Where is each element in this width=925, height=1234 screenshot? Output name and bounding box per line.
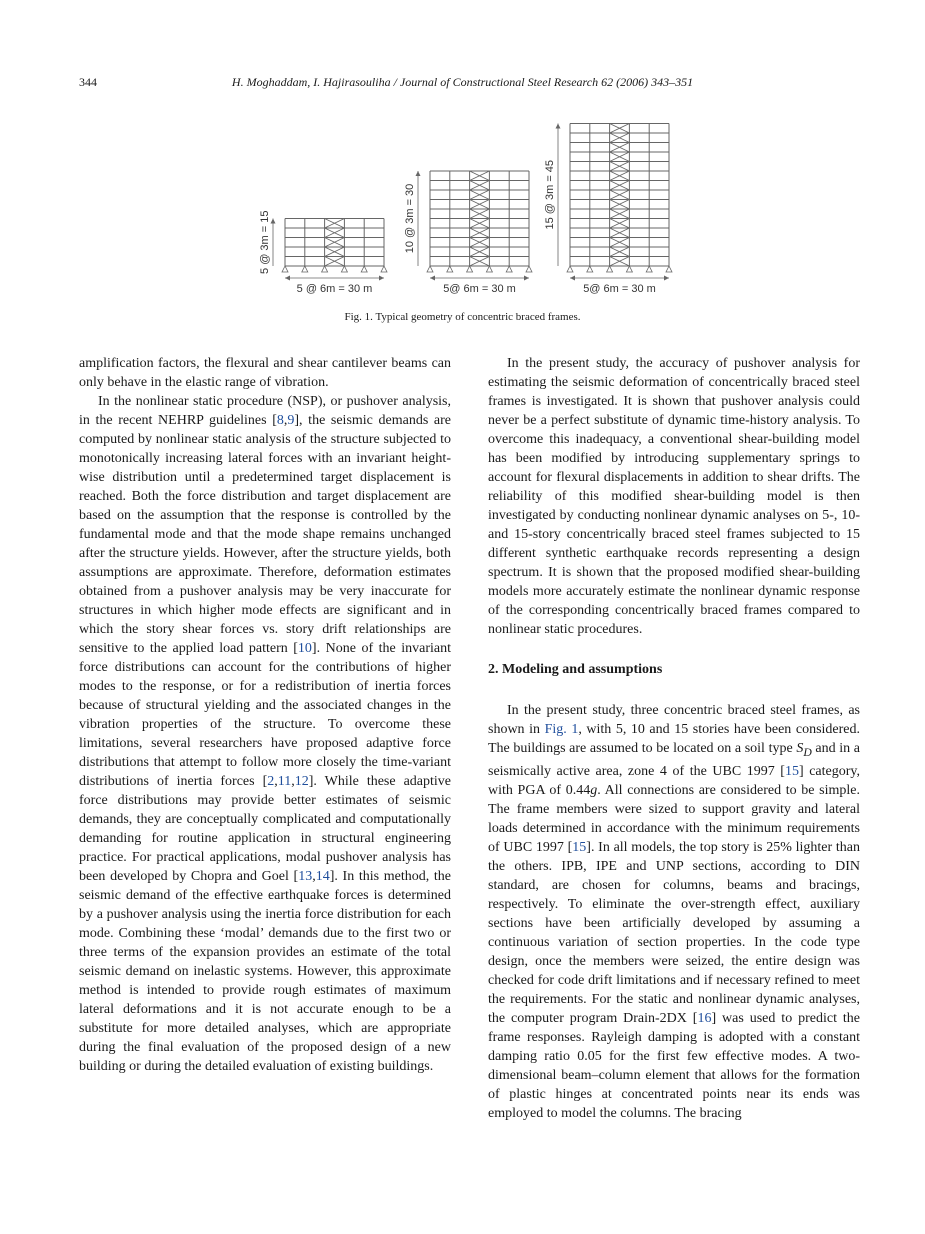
support-icon bbox=[381, 266, 387, 272]
height-label: 10 @ 3m = 30 bbox=[404, 183, 416, 254]
width-label: 5 @ 6m = 30 m bbox=[296, 283, 373, 295]
figure-link[interactable]: Fig. 1 bbox=[544, 722, 579, 737]
paragraph: In the present study, three concentric braced steel frames, as shown in Fig. 1, with 5, 10 and 15 stories have been considered. The buildings are assumed to be located on a soil type $S_D$ and in a seismically active area, zone 4 of the UBC 1997 [15] category, with PGA of 0.44g. All connections are considered to be simple. The frame members were sized to support gravity and lateral loads determined in accordance with the minimum requirements of UBC 1997 [15]. In all models, the top story is 25% lighter than the others. IPB, IPE and UNP sections, according to DIN standard, are chosen for columns, beams and bracings, respectively. To eliminate the over-strength effect, auxiliary sections have been artificially developed by assuming a continuous variation of section properties. In the code type design, once the members were seized, the entire design was checked for code drift limitations and if necessary refined to meet the requirements. For the static and nonlinear dynamic analyses, the computer program Drain-2DX [16] was used to predict the frame responses. Rayleigh damping is adopted with a constant damping ratio 0.05 for the first few effective modes. A two-dimensional beam–column element that allows for the formation of plastic hinges at concentrated points near its ends was employed to model the columns. The bracing bbox=[488, 703, 861, 1121]
support-icon bbox=[607, 266, 613, 272]
support-icon bbox=[282, 266, 288, 272]
citation-link[interactable]: 15 bbox=[572, 839, 587, 855]
support-icon bbox=[587, 266, 593, 272]
braced-frame bbox=[259, 211, 387, 295]
section-heading: 2. Modeling and assumptions bbox=[488, 662, 663, 677]
citation-link[interactable]: 13 bbox=[298, 869, 313, 884]
support-icon bbox=[467, 266, 473, 272]
citation-link[interactable]: 12 bbox=[294, 774, 309, 789]
support-icon bbox=[427, 266, 433, 272]
braced-frame bbox=[544, 124, 672, 296]
support-icon bbox=[626, 266, 632, 272]
arrow-icon bbox=[271, 219, 276, 224]
arrow-icon bbox=[416, 171, 421, 176]
support-icon bbox=[447, 266, 453, 272]
support-icon bbox=[486, 266, 492, 272]
support-icon bbox=[506, 266, 512, 272]
support-icon bbox=[646, 266, 652, 272]
citation-link[interactable]: 16 bbox=[697, 1010, 712, 1026]
page-number: 344 bbox=[79, 75, 97, 89]
figure-caption: Fig. 1. Typical geometry of concentric braced frames. bbox=[344, 311, 581, 323]
support-icon bbox=[567, 266, 573, 272]
width-label: 5@ 6m = 30 m bbox=[583, 283, 656, 295]
support-icon bbox=[361, 266, 367, 272]
support-icon bbox=[341, 266, 347, 272]
citation-link[interactable]: 14 bbox=[315, 869, 330, 884]
braced-frame bbox=[404, 171, 532, 295]
citation-link[interactable]: 11 bbox=[277, 774, 292, 789]
citation-link[interactable]: 9 bbox=[287, 413, 295, 428]
support-icon bbox=[526, 266, 532, 272]
height-label: 5 @ 3m = 15 bbox=[259, 210, 271, 274]
paragraph: amplification factors, the flexural and shear cantilever beams can only behave in the elastic range of vibration. bbox=[79, 356, 451, 390]
citation-link[interactable]: 8 bbox=[276, 413, 284, 428]
citation-link[interactable]: 2 bbox=[267, 774, 275, 789]
arrow-icon bbox=[556, 124, 561, 129]
right-column bbox=[488, 354, 860, 1123]
height-label: 15 @ 3m = 45 bbox=[544, 159, 556, 230]
paragraph: In the nonlinear static procedure (NSP), or pushover analysis, in the recent NEHRP guidelines [8,9], the seismic demands are computed by nonlinear static analysis of the structure subjected to monotonically increasing lateral forces with an invariant height-wise distribution until a predetermined target displacement is reached. Both the force distribution and target displacement are based on the assumption that the response is controlled by the fundamental mode and that the mode shape remains unchanged after the structure yields. However, after the structure yields, both assumptions are approximate. Therefore, deformation estimates obtained from a pushover analysis may be very inaccurate for structures in which higher mode effects are significant and in which the story shear forces vs. story drift relationships are sensitive to the applied load pattern [10]. None of the invariant force distributions can account for the contributions of higher modes to the response, or for a redistribution of inertia forces because of structural yielding and the associated changes in the vibration properties of the structure. To overcome these limitations, several researchers have proposed adaptive force distributions that attempt to follow more closely the time-variant distributions of inertia forces [2,11,12]. While these adaptive force distributions may provide better estimates of seismic demands, they are conceptually complicated and computationally demanding for routine application in structural engineering practice. For practical applications, modal pushover analysis has been developed by Chopra and Goel [13,14]. In this method, the seismic demand of the effective earthquake forces is determined by a pushover analysis using the inertia force distribution for each mode. Combining these ‘modal’ demands due to the first two or three terms of the expansion provides an estimate of the total seismic demand on inelastic systems. However, this approximate method is intended to provide rough estimates of maximum lateral deformations and it is not accurate enough to be a substitute for more detailed analyses, which are appropriate during the final evaluation of the proposed design of a new building or during the detailed evaluation of existing buildings. bbox=[79, 394, 451, 1074]
support-icon bbox=[666, 266, 672, 272]
left-column bbox=[79, 354, 451, 1076]
support-icon bbox=[322, 266, 328, 272]
paragraph: In the present study, the accuracy of pushover analysis for estimating the seismic deformation of concentrically braced steel frames is investigated. It is shown that pushover analysis could never be a perfect substitute of dynamic time-history analysis. To overcome this inadequacy, a conventional shear-building model has been modified by introducing supplementary springs to account for flexural displacements in addition to shear drifts. The reliability of this modified shear-building model is then investigated by conducting nonlinear dynamic analyses on 5-, 10- and 15-story concentrically braced steel frames subjected to 15 different synthetic earthquake records representing a design spectrum. It is shown that the proposed modified shear-building models more accurately estimate the nonlinear dynamic response of the corresponding concentrically braced frames compared to nonlinear static procedures. bbox=[488, 356, 860, 637]
support-icon bbox=[302, 266, 308, 272]
frames-figure bbox=[250, 98, 680, 298]
width-label: 5@ 6m = 30 m bbox=[443, 283, 516, 295]
citation-link[interactable]: 10 bbox=[297, 641, 312, 656]
running-head: H. Moghaddam, I. Hajirasouliha / Journal of Constructional Steel Research 62 (2006) 343–351 bbox=[231, 75, 694, 89]
citation-link[interactable]: 15 bbox=[784, 763, 799, 779]
